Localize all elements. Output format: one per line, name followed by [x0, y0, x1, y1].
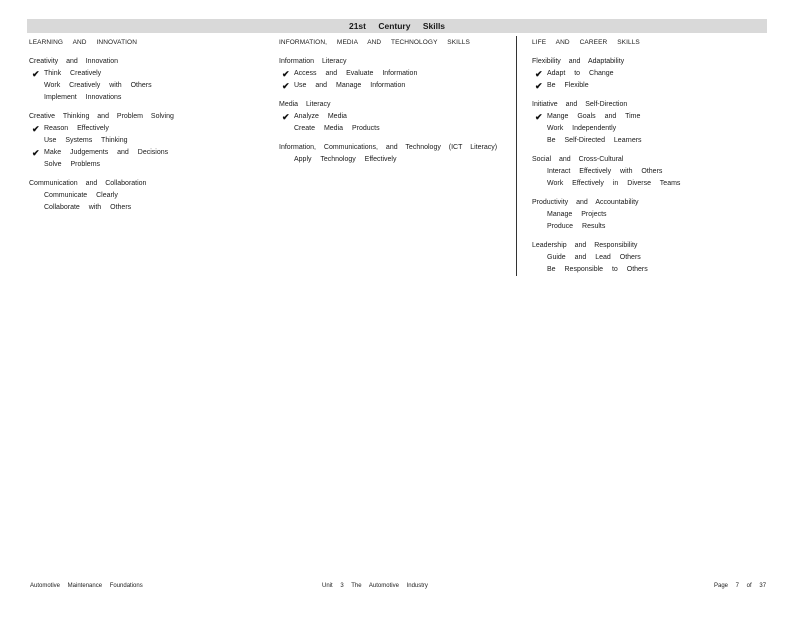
footer-page-number: Page 7 of 37: [714, 583, 767, 589]
skill-item-label: Manage Projects: [547, 211, 607, 218]
skill-group-title: Creative Thinking and Problem Solving: [29, 113, 174, 120]
column-learning-innovation: [29, 39, 249, 221]
page-title: 21st Century Skills: [27, 19, 767, 33]
skill-item: [532, 166, 762, 178]
skill-item: [532, 123, 762, 135]
skill-item: [279, 111, 514, 123]
skill-group-title: Information, Communications, and Technology (ICT Literacy): [279, 144, 498, 151]
skill-item: [29, 92, 249, 104]
skill-groups: [29, 56, 249, 214]
skill-group: [29, 111, 249, 171]
skill-item: [29, 147, 249, 159]
skill-item-label: Interact Effectively with Others: [547, 168, 663, 175]
skill-item-label: Create Media Products: [294, 125, 380, 132]
skill-item: [279, 80, 514, 92]
skill-item-label: Be Self-Directed Learners: [547, 137, 642, 144]
check-mark-icon: ✔: [282, 112, 290, 122]
column-divider: [516, 36, 517, 276]
skill-item-label: Reason Effectively: [44, 125, 109, 132]
skill-group-title: Communication and Collaboration: [29, 180, 147, 187]
skill-group: [29, 178, 249, 214]
skill-item: [29, 135, 249, 147]
skill-item-label: Analyze Media: [294, 113, 347, 120]
skill-item-label: Make Judgements and Decisions: [44, 149, 169, 156]
skill-item: [532, 209, 762, 221]
skill-group-title: Flexibility and Adaptability: [532, 58, 625, 65]
skill-item: [29, 123, 249, 135]
skill-group: [279, 99, 514, 135]
check-mark-icon: ✔: [282, 81, 290, 91]
skill-item: [279, 154, 514, 166]
column-information-media-technology: [279, 39, 514, 173]
skill-item: [29, 202, 249, 214]
footer-unit-title: Unit 3 The Automotive Industry: [322, 583, 428, 589]
skill-item-label: Think Creatively: [44, 70, 102, 77]
column-heading: LEARNING AND INNOVATION: [29, 39, 137, 46]
skill-group-title: Productivity and Accountability: [532, 199, 639, 206]
skill-group-title: Information Literacy: [279, 58, 347, 65]
skill-item-label: Mange Goals and Time: [547, 113, 641, 120]
skill-group-title: Initiative and Self-Direction: [532, 101, 628, 108]
skill-group: [279, 142, 514, 166]
skill-item: [279, 123, 514, 135]
skill-groups: [279, 56, 514, 166]
skill-group: [532, 56, 762, 92]
skill-item: [29, 68, 249, 80]
check-mark-icon: ✔: [32, 69, 40, 79]
check-mark-icon: ✔: [282, 69, 290, 79]
skill-item-label: Produce Results: [547, 223, 606, 230]
skill-item-label: Adapt to Change: [547, 70, 614, 77]
skill-item: [532, 135, 762, 147]
skill-item-label: Apply Technology Effectively: [294, 156, 397, 163]
skill-item-label: Solve Problems: [44, 161, 101, 168]
skill-group-title: Social and Cross-Cultural: [532, 156, 624, 163]
skill-item: [532, 178, 762, 190]
skill-group: [279, 56, 514, 92]
footer-course-title: Automotive Maintenance Foundations: [30, 583, 143, 589]
skill-group: [532, 99, 762, 147]
skill-item: [532, 252, 762, 264]
skill-item-label: Communicate Clearly: [44, 192, 118, 199]
check-mark-icon: ✔: [535, 112, 543, 122]
skill-item: [532, 80, 762, 92]
skill-item-label: Work Effectively in Diverse Teams: [547, 180, 681, 187]
skill-item: [29, 190, 249, 202]
skill-item-label: Be Flexible: [547, 82, 589, 89]
skill-item-label: Implement Innovations: [44, 94, 122, 101]
column-heading: LIFE AND CAREER SKILLS: [532, 39, 640, 46]
check-mark-icon: ✔: [535, 81, 543, 91]
skill-item-label: Collaborate with Others: [44, 204, 132, 211]
skill-item-label: Use Systems Thinking: [44, 137, 128, 144]
skill-item: [29, 80, 249, 92]
skill-group: [29, 56, 249, 104]
column-heading: INFORMATION, MEDIA AND TECHNOLOGY SKILLS: [279, 39, 470, 46]
skill-item: [532, 111, 762, 123]
skill-item: [532, 221, 762, 233]
skill-group: [532, 240, 762, 276]
skill-item-label: Use and Manage Information: [294, 82, 406, 89]
skill-item-label: Be Responsible to Others: [547, 266, 648, 273]
check-mark-icon: ✔: [32, 148, 40, 158]
skill-group-title: Media Literacy: [279, 101, 331, 108]
skill-group-title: Creativity and Innovation: [29, 58, 119, 65]
skill-item-label: Access and Evaluate Information: [294, 70, 418, 77]
column-life-career: [532, 39, 762, 283]
skill-item: [532, 264, 762, 276]
skill-item-label: Guide and Lead Others: [547, 254, 641, 261]
skill-item: [279, 68, 514, 80]
skill-item: [29, 159, 249, 171]
check-mark-icon: ✔: [32, 124, 40, 134]
skill-item-label: Work Independently: [547, 125, 617, 132]
skill-group-title: Leadership and Responsibility: [532, 242, 638, 249]
skill-group: [532, 197, 762, 233]
check-mark-icon: ✔: [535, 69, 543, 79]
skill-group: [532, 154, 762, 190]
skill-groups: [532, 56, 762, 276]
skill-item: [532, 68, 762, 80]
skill-item-label: Work Creatively with Others: [44, 82, 152, 89]
